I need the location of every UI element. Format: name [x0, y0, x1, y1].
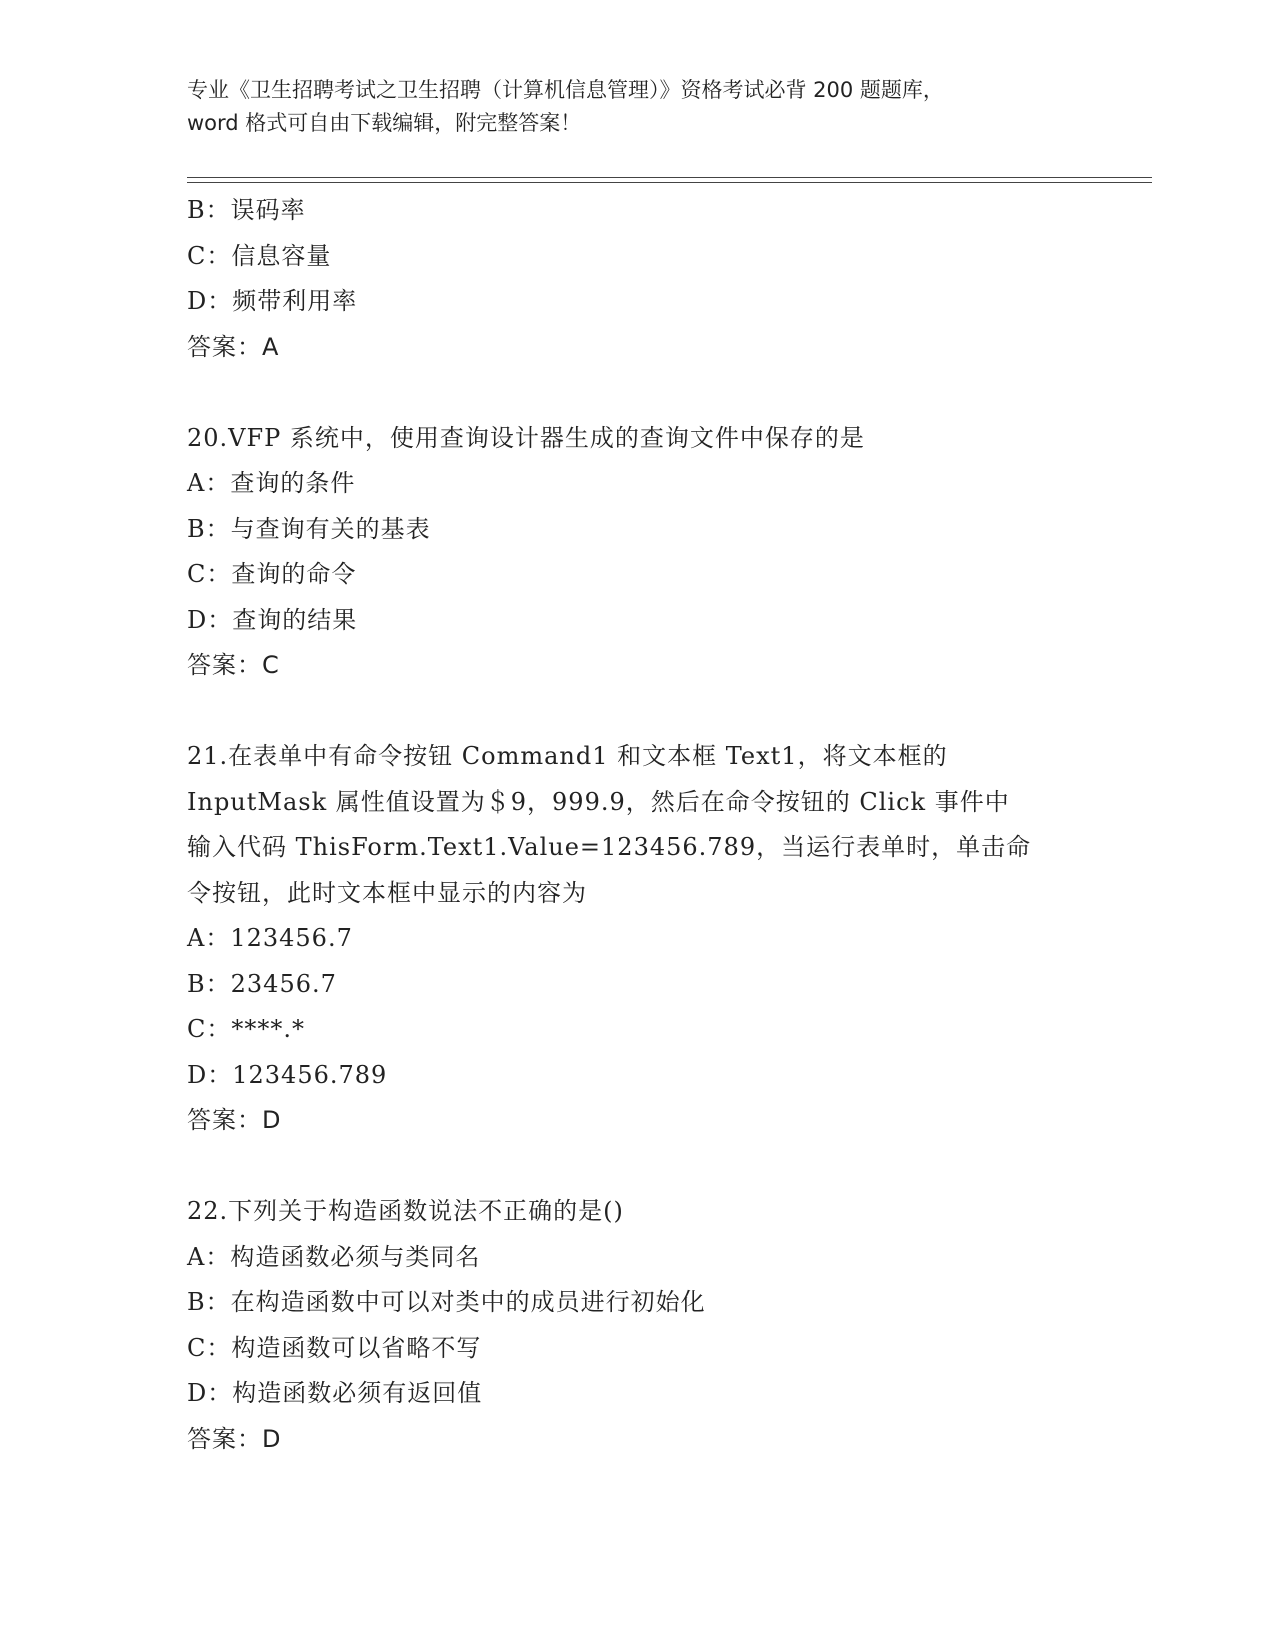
option-d: D：查询的结果: [187, 605, 358, 634]
option-a: A：123456.7: [187, 924, 353, 952]
answer-line: 答案：A: [187, 332, 280, 361]
option-b: B：23456.7: [187, 969, 337, 998]
header-line-1: 专业《卫生招聘考试之卫生招聘（计算机信息管理）》资格考试必背 200 题题库，: [187, 78, 944, 102]
answer-line: 答案：D: [187, 1424, 282, 1453]
header-line-2: word 格式可自由下载编辑，附完整答案！: [187, 111, 582, 135]
question-stem: 21.在表单中有命令按钮 Command1 和文本框 Text1，将文本框的: [187, 742, 948, 770]
answer-line: 答案：D: [187, 1106, 282, 1134]
document-header: [187, 74, 1087, 140]
option-b: B：误码率: [187, 196, 306, 224]
answer-line: 答案：C: [187, 651, 280, 679]
question-20-block: [187, 416, 1087, 689]
spacer: [187, 1144, 1087, 1190]
question-22-block: [187, 1189, 1087, 1462]
spacer: [187, 689, 1087, 735]
prev-question-block: [187, 188, 1087, 370]
option-a: A：查询的条件: [187, 469, 356, 497]
option-b: B：在构造函数中可以对类中的成员进行初始化: [187, 1288, 706, 1316]
question-stem: 20.VFP 系统中，使用查询设计器生成的查询文件中保存的是: [187, 423, 865, 452]
option-d: D：频带利用率: [187, 287, 358, 315]
option-b: B：与查询有关的基表: [187, 514, 431, 543]
option-c: C：****.*: [187, 1015, 305, 1043]
option-c: C：查询的命令: [187, 560, 357, 588]
option-c: C：构造函数可以省略不写: [187, 1333, 482, 1362]
question-stem: InputMask 属性值设置为＄9，999.9，然后在命令按钮的 Click 事件中: [187, 787, 1010, 816]
option-d: D：构造函数必须有返回值: [187, 1379, 483, 1407]
spacer: [187, 370, 1087, 416]
question-stem: 令按钮，此时文本框中显示的内容为: [187, 878, 587, 907]
question-stem: 22.下列关于构造函数说法不正确的是(): [187, 1197, 624, 1225]
question-stem: 输入代码 ThisForm.Text1.Value=123456.789，当运行表单时，单击命: [187, 833, 1032, 861]
question-list: [187, 188, 1087, 1462]
option-a: A：构造函数必须与类同名: [187, 1242, 481, 1271]
question-21-block: [187, 734, 1087, 1144]
header-divider: [187, 177, 1152, 183]
option-d: D：123456.789: [187, 1060, 388, 1089]
option-c: C：信息容量: [187, 241, 332, 270]
